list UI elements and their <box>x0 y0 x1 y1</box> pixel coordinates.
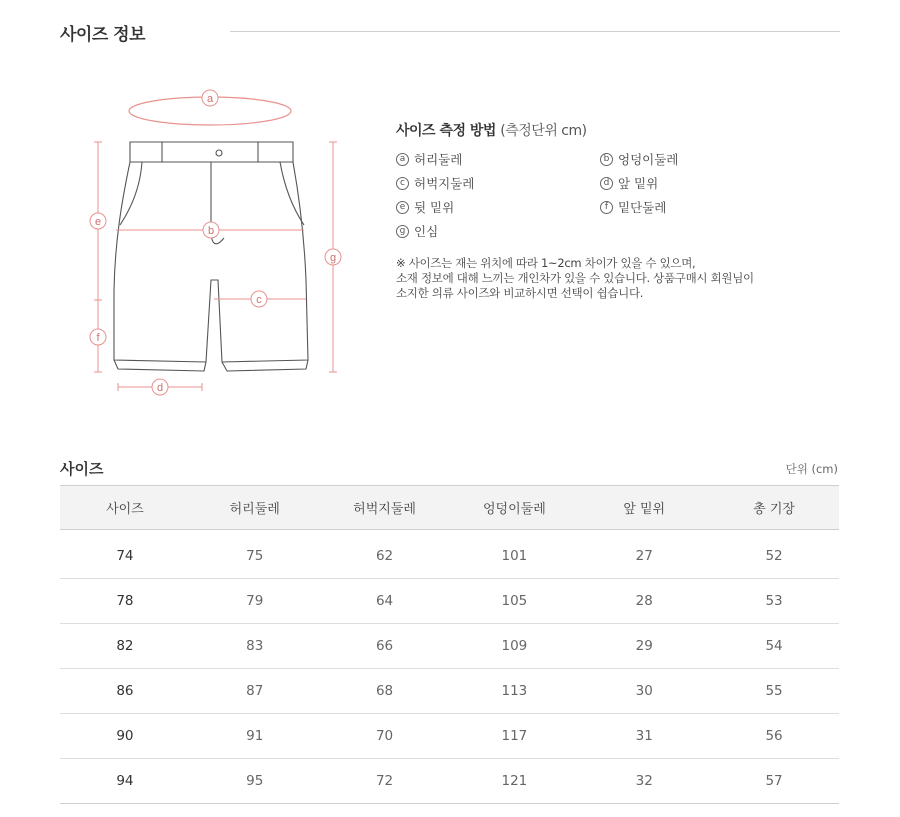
measure-unit: (측정단위 cm) <box>500 123 587 139</box>
table-row <box>60 624 839 669</box>
table-row <box>60 579 839 624</box>
measure-item-back-rise <box>396 198 600 216</box>
table-row <box>60 759 839 804</box>
table-cell: 68 <box>320 669 450 714</box>
header-total-length: 총 기장 <box>709 486 839 530</box>
badge-c: c <box>396 177 409 190</box>
badge-b: b <box>600 153 613 166</box>
measure-item-thigh <box>396 174 600 192</box>
table-row <box>60 669 839 714</box>
label-f: f <box>96 332 100 344</box>
table-cell: 117 <box>449 714 579 759</box>
table-cell: 27 <box>579 530 709 579</box>
note-line: 소지한 의류 사이즈와 비교하시면 선택이 쉽습니다. <box>396 286 644 300</box>
table-cell: 90 <box>60 714 190 759</box>
measure-guide-title <box>396 120 816 140</box>
label-c: c <box>256 294 262 306</box>
measure-item-hem <box>600 198 804 216</box>
header-thigh: 허벅지둘레 <box>320 486 450 530</box>
table-cell: 101 <box>449 530 579 579</box>
measure-label: 뒷 밑위 <box>414 200 455 215</box>
table-cell: 95 <box>190 759 320 804</box>
table-cell: 28 <box>579 579 709 624</box>
measure-label: 인심 <box>414 224 439 239</box>
table-cell: 78 <box>60 579 190 624</box>
measure-item-waist <box>396 150 600 168</box>
table-cell: 86 <box>60 669 190 714</box>
size-table-title: 사이즈 <box>60 460 104 478</box>
table-cell: 29 <box>579 624 709 669</box>
label-e: e <box>94 216 102 228</box>
table-cell: 64 <box>320 579 450 624</box>
size-note <box>396 256 816 301</box>
header-size: 사이즈 <box>60 486 190 530</box>
table-cell: 87 <box>190 669 320 714</box>
table-row <box>60 714 839 759</box>
table-cell: 54 <box>709 624 839 669</box>
badge-a: a <box>396 153 409 166</box>
size-table <box>60 485 839 804</box>
label-d: d <box>156 382 164 394</box>
measure-guide-heading: 사이즈 측정 방법 <box>396 123 496 139</box>
shorts-outline <box>114 142 308 371</box>
table-cell: 57 <box>709 759 839 804</box>
title-divider <box>230 31 840 32</box>
table-cell: 91 <box>190 714 320 759</box>
badge-e: e <box>396 201 409 214</box>
table-cell: 94 <box>60 759 190 804</box>
measure-guide <box>396 120 816 301</box>
table-cell: 109 <box>449 624 579 669</box>
badge-f: f <box>600 201 613 214</box>
shorts-diagram <box>80 80 370 410</box>
table-cell: 62 <box>320 530 450 579</box>
table-cell: 66 <box>320 624 450 669</box>
table-cell: 30 <box>579 669 709 714</box>
measure-item-front-rise <box>600 174 804 192</box>
measure-list <box>396 150 816 240</box>
measure-item-inseam <box>396 222 600 240</box>
table-cell: 121 <box>449 759 579 804</box>
table-cell: 113 <box>449 669 579 714</box>
table-cell: 31 <box>579 714 709 759</box>
table-cell: 79 <box>190 579 320 624</box>
header-hip: 엉덩이둘레 <box>449 486 579 530</box>
table-cell: 82 <box>60 624 190 669</box>
note-line: 소재 정보에 대해 느끼는 개인차가 있을 수 있습니다. 상품구매시 회원님이 <box>396 271 754 285</box>
size-table-unit: 단위 (cm) <box>785 462 838 476</box>
page-title: 사이즈 정보 <box>60 25 146 45</box>
note-line: ※ 사이즈는 재는 위치에 따라 1~2cm 차이가 있을 수 있으며, <box>396 256 696 270</box>
header-front-rise: 앞 밑위 <box>579 486 709 530</box>
measure-item-hip <box>600 150 804 168</box>
measure-label: 앞 밑위 <box>618 176 659 191</box>
label-b: b <box>207 225 215 237</box>
header-waist: 허리둘레 <box>190 486 320 530</box>
measure-label: 허리둘레 <box>414 152 463 167</box>
measure-label: 허벅지둘레 <box>414 176 475 191</box>
table-cell: 52 <box>709 530 839 579</box>
table-cell: 32 <box>579 759 709 804</box>
table-cell: 55 <box>709 669 839 714</box>
table-cell: 83 <box>190 624 320 669</box>
table-cell: 105 <box>449 579 579 624</box>
table-cell: 70 <box>320 714 450 759</box>
table-cell: 72 <box>320 759 450 804</box>
table-cell: 74 <box>60 530 190 579</box>
table-cell: 75 <box>190 530 320 579</box>
table-header-row <box>60 486 839 530</box>
measure-label: 밑단둘레 <box>618 200 667 215</box>
measure-label: 엉덩이둘레 <box>618 152 679 167</box>
badge-d: d <box>600 177 613 190</box>
table-cell: 53 <box>709 579 839 624</box>
label-g: g <box>329 252 337 264</box>
badge-g: g <box>396 225 409 238</box>
label-a: a <box>206 93 214 105</box>
table-row <box>60 530 839 579</box>
table-cell: 56 <box>709 714 839 759</box>
